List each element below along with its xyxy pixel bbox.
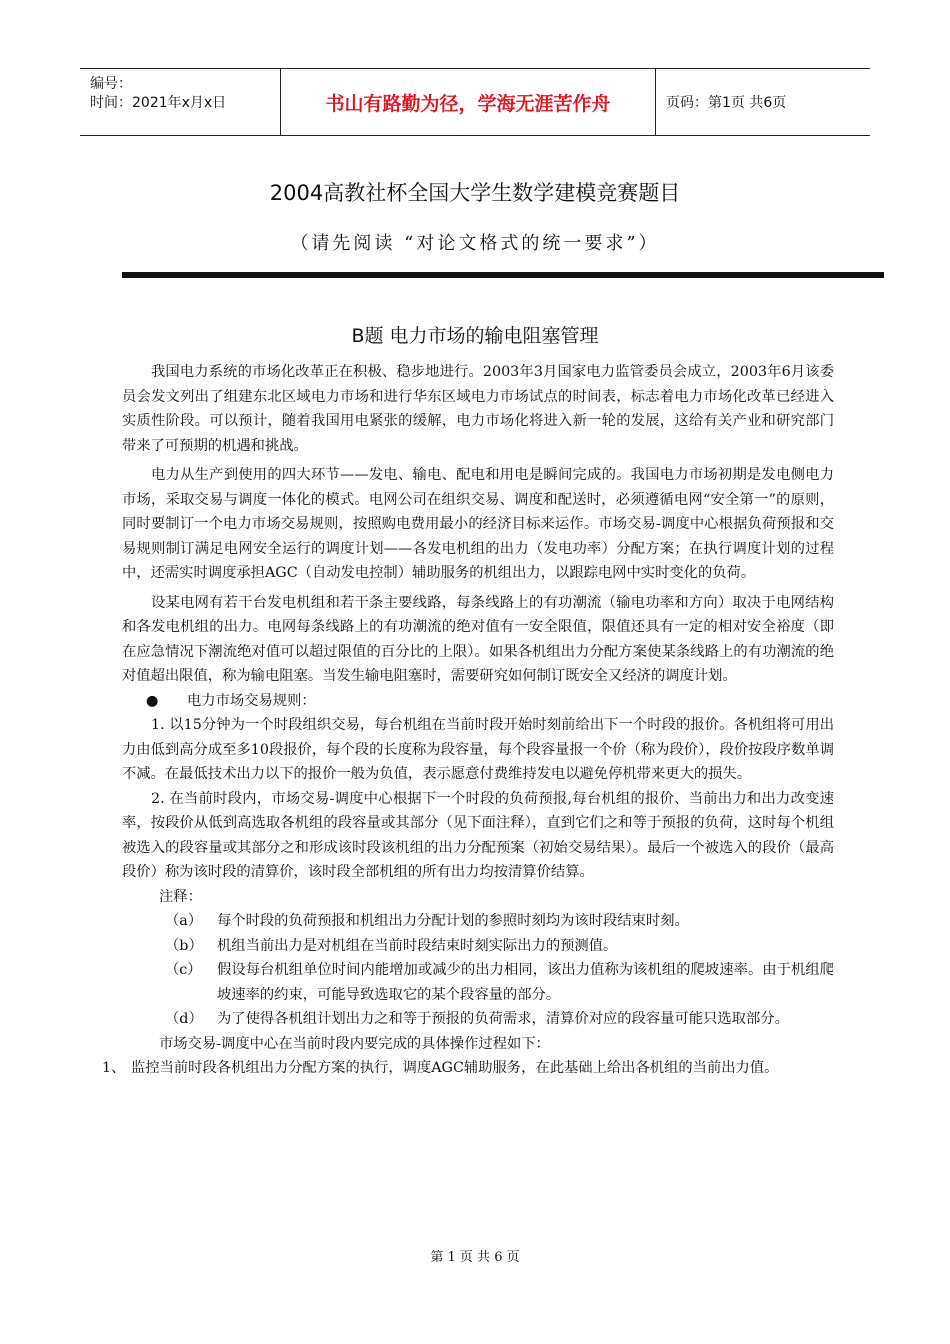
note-label: （d） xyxy=(165,1011,203,1027)
rule-item: 1. 以15分钟为一个时段组织交易，每台机组在当前时段开始时刻前给出下一个时段的报价。各机组将可用出力由低到高分成至多10段报价，每个段的长度称为段容量，每个段容量报一个价（称为段价），段价按段序数单调不减。在最低技术出力以下的报价一般为负值，表示愿意付费维持发电以避免停机带来更大的损失。 xyxy=(122,717,834,782)
procedure-text: 监控当前时段各机组出力分配方案的执行，调度AGC辅助服务，在此基础上给出各机组的当前出力值。 xyxy=(131,1060,779,1076)
note-label: （c） xyxy=(165,962,202,978)
note-text: 假设每台机组单位时间内能增加或减少的出力相同，该出力值称为该机组的爬坡速率。由于机组爬坡速率的约束，可能导致选取它的某个段容量的部分。 xyxy=(217,962,834,1003)
notes-heading: 注释： xyxy=(159,888,202,905)
note-text: 每个时段的负荷预报和机组出力分配计划的参照时刻均为该时段结束时刻。 xyxy=(217,913,689,929)
header-meta xyxy=(80,69,280,135)
bullet-text: 电力市场交易规则： xyxy=(187,692,316,709)
note-item xyxy=(122,1007,834,1032)
paragraph: 电力从生产到使用的四大环节——发电、输电、配电和用电是瞬间完成的。我国电力市场初期是发电侧电力市场，采取交易与调度一体化的模式。电网公司在组织交易、调度和配送时，必须遵循电网“安全第一”的原则，同时要制订一个电力市场交易规则，按照购电费用最小的经济目标来运作。市场交易-调度中心根据负荷预报和交易规则制订满足电网安全运行的调度计划——各发电机组的出力（发电功率）分配方案；在执行调度计划的过程中，还需实时调度承担AGC（自动发电控制）辅助服务的机组出力，以跟踪电网中实时变化的负荷。 xyxy=(122,467,834,581)
paragraph: 我国电力系统的市场化改革正在积极、稳步地进行。2003年3月国家电力监管委员会成立，2003年6月该委员会发文列出了组建东北区域电力市场和进行华东区域电力市场试点的时间表，标志着电力市场化改革已经进入实质性阶段。可以预计，随着我国用电紧张的缓解，电力市场化将进入新一轮的发展，这给有关产业和研究部门带来了可预期的机遇和挑战。 xyxy=(122,364,834,454)
procedure-intro: 市场交易-调度中心在当前时段内要完成的具体操作过程如下： xyxy=(159,1035,550,1052)
note-item xyxy=(122,958,834,1007)
note-text: 机组当前出力是对机组在当前时段结束时刻实际出力的预测值。 xyxy=(217,937,618,954)
page-header xyxy=(80,68,870,136)
note-text: 为了使得各机组计划出力之和等于预报的负荷需求，清算价对应的段容量可能只选取部分。 xyxy=(217,1011,789,1027)
document-title: 2004高教社杯全国大学生数学建模竞赛题目 xyxy=(269,181,681,205)
note-label: （a） xyxy=(165,913,203,929)
header-page-number: 页码：第1页 共6页 xyxy=(666,95,787,111)
procedure-label: 1、 xyxy=(102,1060,126,1076)
note-label: （b） xyxy=(165,937,203,954)
document-body xyxy=(102,360,834,1081)
rule-item: 2. 在当前时段内，市场交易-调度中心根据下一个时段的负荷预报,每台机组的报价、当前出力和出力改变速率，按段价从低到高选取各机组的段容量或其部分（见下面注释），直到它们之和等于预报的负荷，这时每个机组被选入的段容量或其部分之和形成该时段该机组的出力分配预案（初始交易结果）。最后一个被选入的段价（最高段价）称为该时段的清算价，该时段全部机组的所有出力均按清算价结算。 xyxy=(122,790,834,880)
title-divider xyxy=(122,272,884,278)
bullet-item xyxy=(122,689,834,714)
header-code: 编号： xyxy=(90,76,132,92)
note-item xyxy=(122,909,834,934)
document-subtitle: （请先阅读 “对论文格式的统一要求”） xyxy=(290,233,660,254)
page-footer: 第 1 页 共 6 页 xyxy=(430,1250,520,1265)
note-item xyxy=(122,934,834,959)
header-slogan: 书山有路勤为径，学海无涯苦作舟 xyxy=(280,69,656,135)
paragraph: 设某电网有若干台发电机组和若干条主要线路，每条线路上的有功潮流（输电功率和方向）取决于电网结构和各发电机组的出力。电网每条线路上的有功潮流的绝对值有一安全限值，限值还具有一定的相对安全裕度（即在应急情况下潮流绝对值可以超过限值的百分比的上限）。如果各机组出力分配方案使某条线路上的有功潮流的绝对值超出限值，称为输电阻塞。当发生输电阻塞时，需要研究如何制订既安全又经济的调度计划。 xyxy=(122,594,834,684)
bullet-icon: ● xyxy=(146,692,159,709)
header-date: 时间：2021年x月x日 xyxy=(90,95,227,111)
procedure-item xyxy=(102,1056,834,1081)
problem-title: B题 电力市场的输电阻塞管理 xyxy=(351,325,599,347)
